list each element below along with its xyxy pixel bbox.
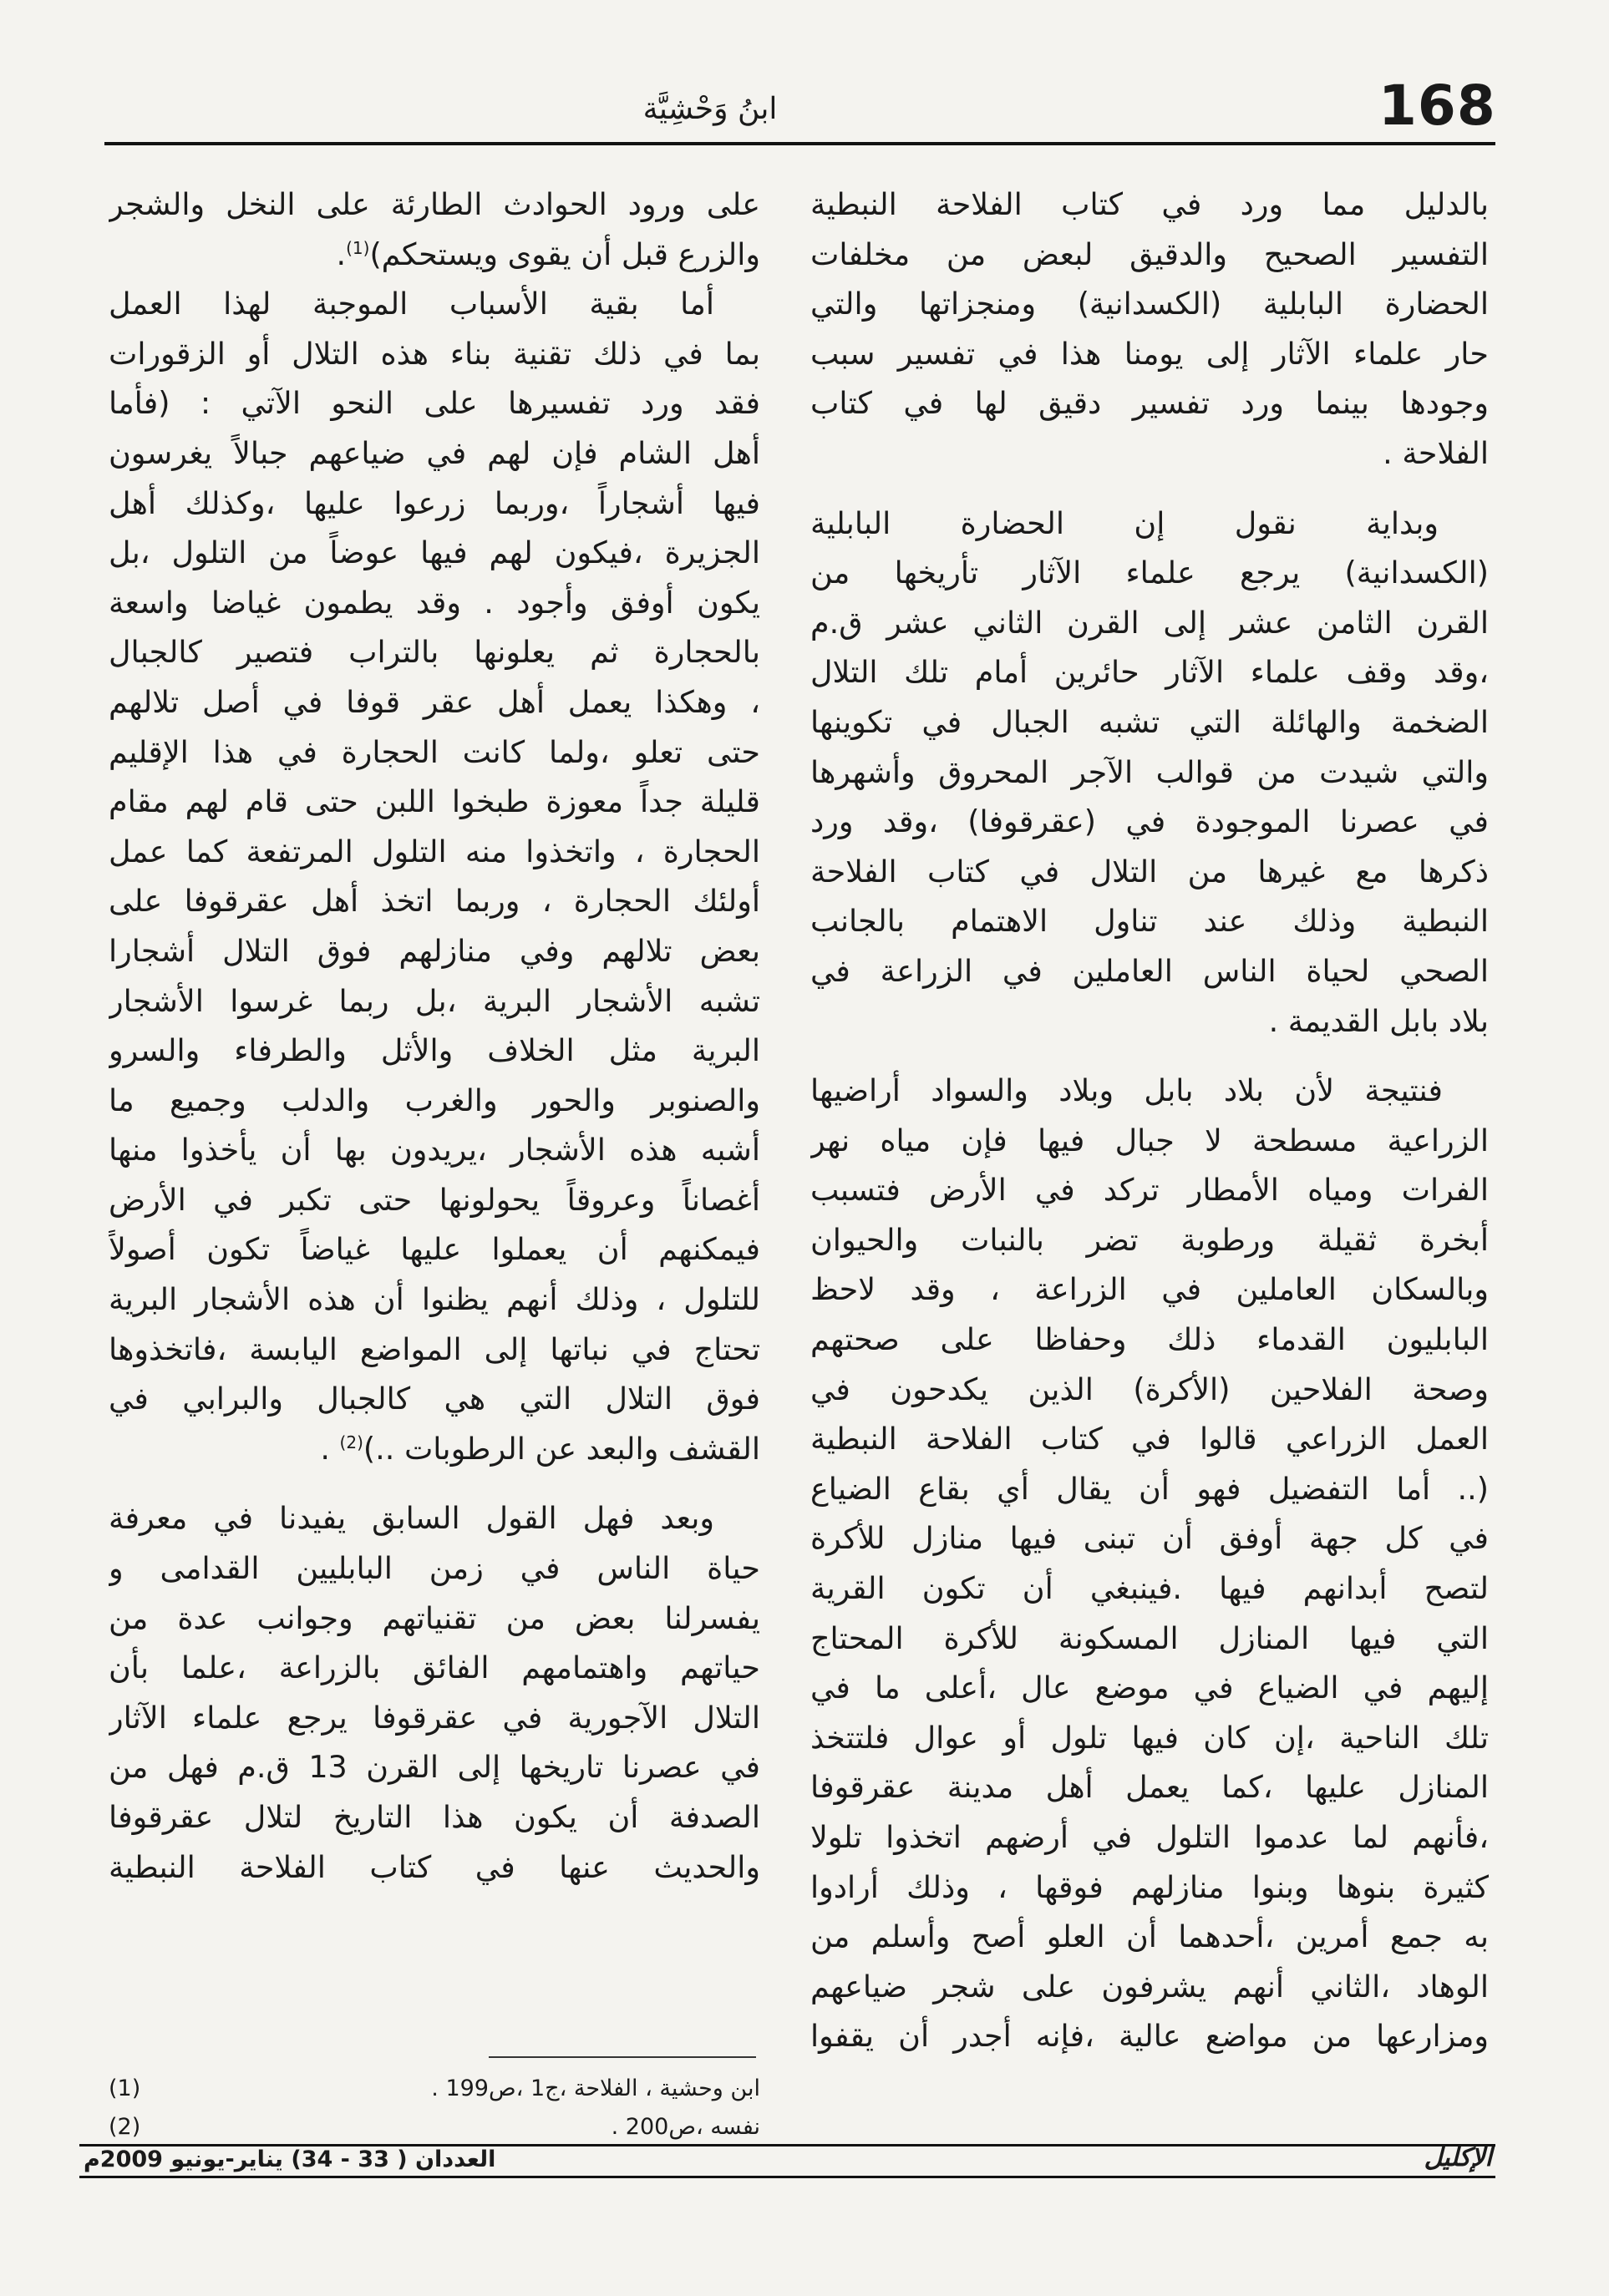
text-line: التفسير الصحيح والدقيق لبعض من مخلفات xyxy=(810,236,1489,272)
text-line: في عصرنا تاريخها إلى القرن 13 ق.م فهل من xyxy=(109,1749,760,1786)
text-line: البابليون القدماء ذلك وحفاظا على صحتهم xyxy=(810,1321,1489,1358)
text-fragment: . xyxy=(320,1430,330,1467)
text-line: به جمع أمرين ،أحدهما أن العلو أصح وأسلم من xyxy=(810,1918,1489,1955)
text-line: في عصرنا الموجودة في (عقرقوفا) ،وقد ورد xyxy=(810,803,1489,840)
text-line: (.. أما التفضيل فهو أن يقال أي بقاع الضياع xyxy=(810,1470,1489,1507)
text-line: ومزارعها من مواضع عالية ،فإنه أجدر أن يقفوا xyxy=(810,2018,1489,2055)
paragraph-continued xyxy=(810,1116,1489,2061)
header-divider xyxy=(104,142,1495,145)
text-line: (الكسدانية) يرجع علماء الآثار تأريخها من xyxy=(810,555,1489,591)
footnote xyxy=(109,2070,760,2108)
text-line: لتصح أبدانهم فيها .فينبغي أن تكون القرية xyxy=(810,1570,1489,1607)
footnote-ref[interactable]: (1) xyxy=(346,237,370,258)
page-number: 168 xyxy=(1378,73,1496,138)
paragraph xyxy=(109,279,760,329)
text-line: والتي شيدت من قوالب الآجر المحروق وأشهرها xyxy=(810,753,1489,790)
text-line: أبخرة ثقيلة ورطوبة تضر بالنبات والحيوان xyxy=(810,1221,1489,1258)
text-line: والحديث عنها في كتاب الفلاحة النبطية xyxy=(109,1848,760,1885)
footnote-number: (2) xyxy=(109,2114,141,2140)
text-line: بلاد بابل القديمة . xyxy=(1268,1002,1489,1039)
journal-name: الإكليل xyxy=(1424,2143,1492,2172)
text-line xyxy=(109,1424,760,1474)
text-line: تلك الناحية ،إن كان فيها تلول أو عوال فلتتخذ xyxy=(810,1719,1489,1756)
text-line: فوق التلال التي هي كالجبال والبرابي في xyxy=(109,1381,760,1417)
text-line: كثيرة بنوها وبنوا منازلهم فوقها ، وذلك أرادوا xyxy=(810,1868,1489,1905)
text-fragment: القشف والبعد عن الرطوبات ..) xyxy=(363,1430,760,1467)
text-line: في كل جهة أوفق أن تبنى فيها منازل للأكرة xyxy=(810,1520,1489,1557)
text-line: الحضارة البابلية (الكسدانية) ومنجزاتها والتي xyxy=(810,286,1489,322)
paragraph-continued xyxy=(810,548,1489,1046)
footnotes xyxy=(109,2070,760,2146)
text-line: الضخمة والهائلة التي تشبه الجبال في تكوينها xyxy=(810,703,1489,740)
text-line: ،فأنهم لما عدموا التلول في أرضهم اتخذوا تلولا xyxy=(810,1819,1489,1855)
text-line: وجودها بينما ورد تفسير دقيق لها في كتاب xyxy=(810,385,1489,422)
issue-info: العددان ( 33 - 34) يناير-يونيو 2009م xyxy=(84,2146,496,2172)
footnote xyxy=(109,2108,760,2146)
footnote-divider xyxy=(489,2056,756,2058)
text-line: يكون أوفق وأجود . وقد يطمون غياضا واسعة xyxy=(109,584,760,621)
text-line: على ورود الحوادث الطارئة على النخل والشجر xyxy=(109,186,760,222)
paragraph xyxy=(810,1066,1489,1116)
text-line: الفلاحة . xyxy=(1383,434,1489,471)
text-line: أغصاناً وعروقاً يحولونها حتى تكبر في الأرض xyxy=(109,1181,760,1218)
text-line: التي فيها المنازل المسكونة للأكرة المحتاج xyxy=(810,1619,1489,1656)
text-line: أما بقية الأسباب الموجبة لهذا العمل xyxy=(109,286,714,322)
text-line: فقد ورد تفسيرها على النحو الآتي : (فأما xyxy=(109,385,760,422)
text-line: الحجارة ، واتخذوا منه التلول المرتفعة كما عمل xyxy=(109,833,760,869)
running-title: ابنُ وَحْشِيَّة xyxy=(642,92,778,126)
text-line: فنتيجة لأن بلاد بابل وبلاد والسواد أراضيها xyxy=(810,1072,1443,1109)
footnote-number: (1) xyxy=(109,2076,141,2101)
text-line: قليلة جداً معوزة طبخوا اللبن حتى قام لهم مقام xyxy=(109,783,760,820)
text-line: ذكرها مع غيرها من التلال في كتاب الفلاحة xyxy=(810,853,1489,890)
text-line: وبالسكان العاملين في الزراعة ، وقد لاحظ xyxy=(810,1271,1489,1308)
paragraph-continued xyxy=(109,1543,760,1892)
text-line: البرية مثل الخلاف والأثل والطرفاء والسرو xyxy=(109,1032,760,1069)
text-line: الصحي لحياة الناس العاملين في الزراعة في xyxy=(810,952,1489,989)
text-line: حار علماء الآثار إلى يومنا هذا في تفسير سبب xyxy=(810,335,1489,372)
text-line: الفرات ومياه الأمطار تركد في الأرض فتسبب xyxy=(810,1172,1489,1209)
text-line: فيها أشجاراً ،وربما زرعوا عليها ،وكذلك أهل xyxy=(109,484,760,521)
text-fragment: . xyxy=(336,236,347,272)
text-line: تحتاج في نباتها إلى المواضع اليابسة ،فاتخذوها xyxy=(109,1330,760,1367)
text-line: ،وقد وقف علماء الآثار حائرين أمام تلك التلال xyxy=(810,654,1489,691)
text-line: الزراعية مسطحة لا جبال فيها فإن مياه نهر xyxy=(810,1122,1489,1158)
right-column xyxy=(810,180,1489,2061)
text-line: الوهاد ،الثاني أنهم يشرفون على شجر ضياعهم xyxy=(810,1968,1489,2005)
footnote-text: ابن وحشية ، الفلاحة ،ج1 ،ص199 . xyxy=(431,2076,760,2101)
text-line: تشبه الأشجار البرية ،بل ربما غرسوا الأشجار xyxy=(109,982,760,1019)
text-line: أولئك الحجارة ، وربما اتخذ أهل عقرقوفا على xyxy=(109,883,760,920)
text-fragment: والزرع قبل أن يقوى ويستحكم) xyxy=(369,236,760,272)
text-line: وبعد فهل القول السابق يفيدنا في معرفة xyxy=(109,1500,714,1537)
text-line: بعض تلالهم وفي منازلهم فوق التلال أشجارا xyxy=(109,932,760,969)
paragraph xyxy=(810,499,1489,549)
footnote-text: نفسه ،ص200 . xyxy=(611,2114,760,2140)
text-line: أهل الشام فإن لهم في ضياعهم جبالاً يغرسون xyxy=(109,434,760,471)
text-line xyxy=(109,230,760,280)
text-line: التلال الآجورية في عقرقوفا يرجع علماء الآثار xyxy=(109,1699,760,1736)
text-line: وصحة الفلاحين (الأكرة) الذين يكدحون في xyxy=(810,1371,1489,1407)
text-line: الصدفة أن يكون هذا التاريخ لتلال عقرقوفا xyxy=(109,1799,760,1835)
text-line: حياة الناس في زمن البابليين القدامى و xyxy=(109,1550,760,1587)
text-line: للتلول ، وذلك أنهم يظنوا أن هذه الأشجار البرية xyxy=(109,1281,760,1318)
text-line: بالحجارة ثم يعلونها بالتراب فتصير كالجبال xyxy=(109,634,760,671)
text-line: القرن الثامن عشر إلى القرن الثاني عشر ق.م xyxy=(810,604,1489,641)
text-line: الجزيرة ،فيكون لهم فيها عوضاً من التلول ،بل xyxy=(109,535,760,571)
text-line: ، وهكذا يعمل أهل عقر قوفا في أصل تلالهم xyxy=(109,683,760,720)
left-column xyxy=(109,180,760,1892)
footnote-ref[interactable]: (2) xyxy=(339,1432,363,1452)
text-line: المنازل عليها ،كما يعمل أهل مدينة عقرقوفا xyxy=(810,1769,1489,1806)
text-line: حياتهم واهتمامهم الفائق بالزراعة ،علما بأن xyxy=(109,1650,760,1686)
footer-divider-bottom xyxy=(79,2176,1495,2178)
paragraph xyxy=(810,180,1489,479)
text-line: النبطية وذلك عند تناول الاهتمام بالجانب xyxy=(810,903,1489,940)
text-line: أشبه هذه الأشجار ،يريدون بها أن يأخذوا منها xyxy=(109,1132,760,1168)
paragraph-continued xyxy=(109,329,760,1474)
paragraph xyxy=(109,1493,760,1543)
text-line: حتى تعلو ،ولما كانت الحجارة في هذا الإقليم xyxy=(109,733,760,770)
text-line: والصنوبر والحور والغرب والدلب وجميع ما xyxy=(109,1082,760,1118)
text-line: فيمكنهم أن يعملوا عليها غياضاً تكون أصولاً xyxy=(109,1231,760,1268)
text-line: وبداية نقول إن الحضارة البابلية xyxy=(810,504,1439,541)
text-line: يفسرلنا بعض من تقنياتهم وجوانب عدة من xyxy=(109,1599,760,1636)
paragraph-continued xyxy=(109,180,760,279)
text-line: العمل الزراعي قالوا في كتاب الفلاحة النبطية xyxy=(810,1421,1489,1457)
text-line: بالدليل مما ورد في كتاب الفلاحة النبطية xyxy=(810,186,1489,222)
text-line: بما في ذلك تقنية بناء هذه التلال أو الزقورات xyxy=(109,335,760,372)
text-line: إليهم في الضياع في موضع عال ،أعلى ما في xyxy=(810,1670,1489,1706)
